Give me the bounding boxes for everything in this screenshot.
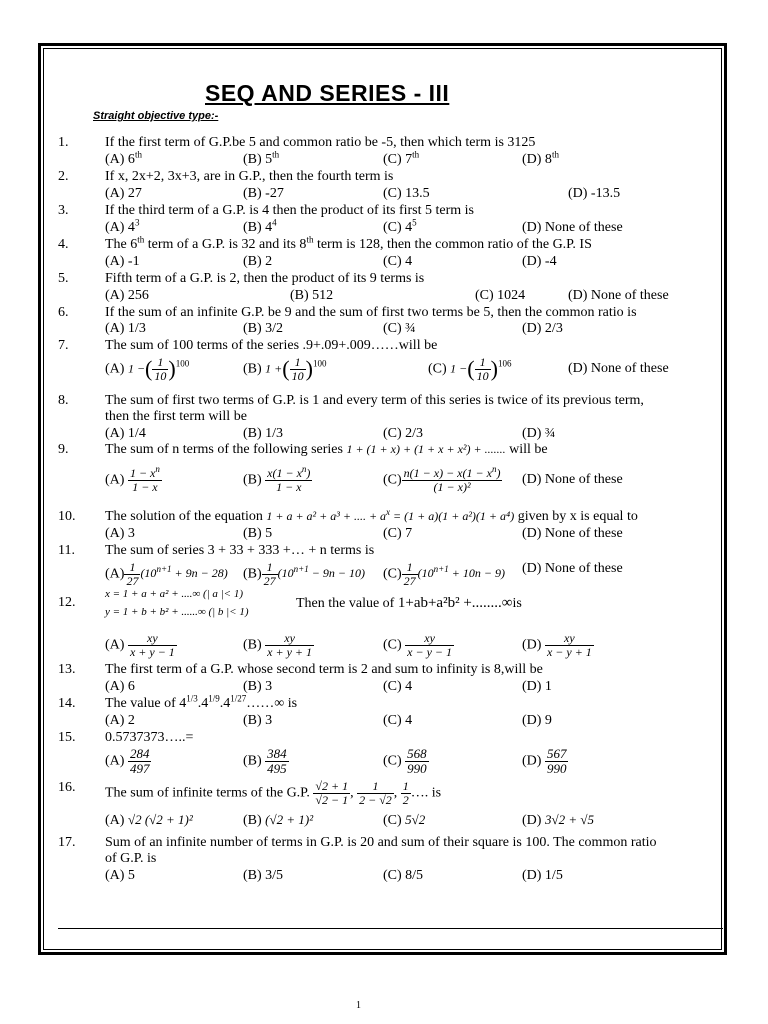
option-c: (C) 5√2 bbox=[383, 812, 426, 828]
option-c: (C) $\frac{n(1 - x) - x(1 - x^n)}{\text{(1 − x)²}}$ bbox=[383, 464, 501, 494]
question-text: 0.5737373…..= bbox=[105, 730, 194, 745]
option-d: (D) None of these bbox=[568, 288, 669, 303]
option-c: (C) 4 bbox=[383, 679, 413, 694]
option-c: (C) ¾ bbox=[383, 321, 416, 336]
option-d: (D) None of these bbox=[522, 220, 623, 235]
page-number: 1 bbox=[356, 1000, 361, 1011]
footer-divider bbox=[58, 928, 723, 929]
option-d: (D) None of these bbox=[522, 472, 623, 487]
question-text: If x, 2x+2, 3x+3, are in G.P., then the fourth term is bbox=[105, 169, 394, 184]
option-a: (A) 256 bbox=[105, 288, 149, 303]
option-c: (C) 7th bbox=[383, 149, 420, 167]
question-text: The first term of a G.P. whose second term is 2 and sum to infinity is 8,will be bbox=[105, 662, 543, 677]
question-text: The sum of infinite terms of the G.P. $\frac{√2 + 1}{√2 - 1}$ , $\frac{1}{2 - √2}$ , $\frac{1}{2}$ …. is bbox=[105, 779, 442, 807]
question-number: 4. bbox=[58, 237, 69, 252]
option-d: (D) -4 bbox=[522, 254, 557, 269]
option-b: (B) 1/3 bbox=[243, 426, 284, 441]
option-b: (B) -27 bbox=[243, 186, 284, 201]
option-a: (A) $\frac{284}{497}$ bbox=[105, 746, 150, 776]
question-text-line2: of G.P. is bbox=[105, 851, 157, 866]
question-text: The 6th term of a G.P. is 32 and its 8th term is 128, then the common ratio of the G.P. IS bbox=[105, 234, 592, 252]
option-c: (C) $\frac{1}{27}$ $(10^{n+1} + 10n - 9)$ bbox=[383, 560, 505, 588]
option-d: (D) None of these bbox=[568, 361, 669, 376]
option-b: (B) 2 bbox=[243, 254, 273, 269]
option-a: (A) 27 bbox=[105, 186, 142, 201]
question-text: The sum of first two terms of G.P. is 1 and every term of this series is twice of its previous term, bbox=[105, 393, 644, 408]
question-number: 5. bbox=[58, 271, 69, 286]
question-text: The value of $4^{1/3}.4^{1/9}.4^{1/27}\dots\dots\infty$ is bbox=[105, 693, 298, 711]
option-a: (A) 1 −( $\frac{1}{10}$ )$^{100}$ bbox=[105, 355, 190, 383]
option-a: (A) 3 bbox=[105, 526, 135, 541]
option-a: (A) $\frac{1 - x^n}{1 - x}$ bbox=[105, 464, 160, 494]
math-line: y = 1 + b + b² + ......∞ (| b |< 1) bbox=[105, 606, 249, 618]
question-text: The solution of the equation 1 + a + a² + a³ + .... + $a^x = (1 + a)(1 + a^2)(1 + a^4)$ given by x is equal to bbox=[105, 507, 638, 524]
question-number: 15. bbox=[58, 730, 76, 745]
option-b: (B) $\frac{x(1 - x^n)}{1 - x}$ bbox=[243, 464, 311, 494]
option-b: (B) 5th bbox=[243, 149, 280, 167]
option-d: (D) None of these bbox=[522, 526, 623, 541]
option-b: (B) $\frac{384}{495}$ bbox=[243, 746, 287, 776]
option-b: (B) 5 bbox=[243, 526, 273, 541]
option-c: (C) $4^5$ bbox=[383, 217, 417, 235]
question-text: Then the value of 1+ab+a²b² +........∞is bbox=[296, 595, 522, 611]
question-number: 17. bbox=[58, 835, 76, 850]
question-number: 2. bbox=[58, 169, 69, 184]
section-subtitle: Straight objective type:- bbox=[93, 110, 219, 122]
question-text: The sum of n terms of the following series 1 + (1 + x) + (1 + x + x²) + ....... will be bbox=[105, 442, 548, 457]
question-number: 10. bbox=[58, 509, 76, 524]
option-a: (A) 1/4 bbox=[105, 426, 146, 441]
option-b: (B) (√2 + 1)² bbox=[243, 812, 314, 828]
question-text: If the third term of a G.P. is 4 then the product of its first 5 term is bbox=[105, 203, 474, 218]
question-number: 11. bbox=[58, 543, 75, 558]
question-text: If the first term of G.P.be 5 and common ratio be -5, then which term is 3125 bbox=[105, 135, 536, 150]
option-a: (A) 6 bbox=[105, 679, 135, 694]
option-c: (C) 4 bbox=[383, 254, 413, 269]
option-b: (B) 3/2 bbox=[243, 321, 284, 336]
option-c: (C) $\frac{568}{990}$ bbox=[383, 746, 427, 776]
option-a: (A) $\frac{xy}{x + y - 1}$ bbox=[105, 631, 175, 659]
option-c: (C) 8/5 bbox=[383, 868, 424, 883]
option-d: (D) 1 bbox=[522, 679, 552, 694]
option-d: (D) 2/3 bbox=[522, 321, 563, 336]
page-title: SEQ AND SERIES - III bbox=[205, 80, 450, 106]
option-b: (B) $\frac{xy}{x + y + 1}$ bbox=[243, 631, 313, 659]
option-d: (D) 1/5 bbox=[522, 868, 563, 883]
option-b: (B) $\frac{1}{27}$ $(10^{n+1} - 9n - 10)$ bbox=[243, 560, 365, 588]
question-text: Sum of an infinite number of terms in G.P. is 20 and sum of their square is 100. The common ratio bbox=[105, 835, 657, 850]
option-c: (C) 2/3 bbox=[383, 426, 424, 441]
option-c: (C) $\frac{xy}{x - y - 1}$ bbox=[383, 631, 453, 659]
option-a: (A) 1/3 bbox=[105, 321, 146, 336]
question-number: 13. bbox=[58, 662, 76, 677]
option-d: (D) 8th bbox=[522, 149, 559, 167]
option-d: (D) $\frac{xy}{x - y + 1}$ bbox=[522, 631, 592, 659]
option-d: (D) $\frac{567}{990}$ bbox=[522, 746, 567, 776]
option-c: (C) 13.5 bbox=[383, 186, 430, 201]
option-c: (C) 4 bbox=[383, 713, 413, 728]
question-number: 6. bbox=[58, 305, 69, 320]
question-number: 12. bbox=[58, 595, 76, 610]
math-line: x = 1 + a + a² + ....∞ (| a |< 1) bbox=[105, 588, 244, 600]
question-number: 1. bbox=[58, 135, 69, 150]
question-number: 14. bbox=[58, 696, 76, 711]
question-text: The sum of series 3 + 33 + 333 +… + n terms is bbox=[105, 543, 375, 558]
option-d: (D) ¾ bbox=[522, 426, 556, 441]
option-c: (C) 7 bbox=[383, 526, 413, 541]
option-a: (A) $4^3$ bbox=[105, 217, 140, 235]
question-text-line2: then the first term will be bbox=[105, 409, 247, 424]
option-c: (C) 1024 bbox=[475, 288, 526, 303]
option-d: (D) -13.5 bbox=[568, 186, 621, 201]
option-a: (A) 2 bbox=[105, 713, 135, 728]
option-b: (B) 512 bbox=[290, 288, 334, 303]
question-number: 8. bbox=[58, 393, 69, 408]
option-b: (B) 3 bbox=[243, 679, 273, 694]
question-text: The sum of 100 terms of the series .9+.09+.009……will be bbox=[105, 338, 438, 353]
option-a: (A) 6th bbox=[105, 149, 142, 167]
question-number: 16. bbox=[58, 780, 76, 795]
option-c: (C) 1 −( $\frac{1}{10}$ )$^{106}$ bbox=[428, 355, 512, 383]
option-a: (A) 5 bbox=[105, 868, 135, 883]
question-number: 7. bbox=[58, 338, 69, 353]
question-text: If the sum of an infinite G.P. be 9 and the sum of first two terms be 5, then the common ratio is bbox=[105, 305, 637, 320]
option-b: (B) 3/5 bbox=[243, 868, 284, 883]
option-d: (D) 9 bbox=[522, 713, 552, 728]
option-a: (A) √2 (√2 + 1)² bbox=[105, 812, 193, 828]
option-b: (B) 3 bbox=[243, 713, 273, 728]
question-number: 9. bbox=[58, 442, 69, 457]
option-a: (A) -1 bbox=[105, 254, 140, 269]
option-b: (B) $4^4$ bbox=[243, 217, 277, 235]
option-b: (B) 1 +( $\frac{1}{10}$ )$^{100}$ bbox=[243, 355, 327, 383]
question-number: 3. bbox=[58, 203, 69, 218]
option-d: (D) None of these bbox=[522, 561, 623, 576]
option-a: (A) $\frac{1}{27}$ $(10^{n+1} + 9n - 28)$ bbox=[105, 560, 228, 588]
question-text: Fifth term of a G.P. is 2, then the product of its 9 terms is bbox=[105, 271, 425, 286]
option-d: (D) 3√2 + √5 bbox=[522, 812, 594, 828]
